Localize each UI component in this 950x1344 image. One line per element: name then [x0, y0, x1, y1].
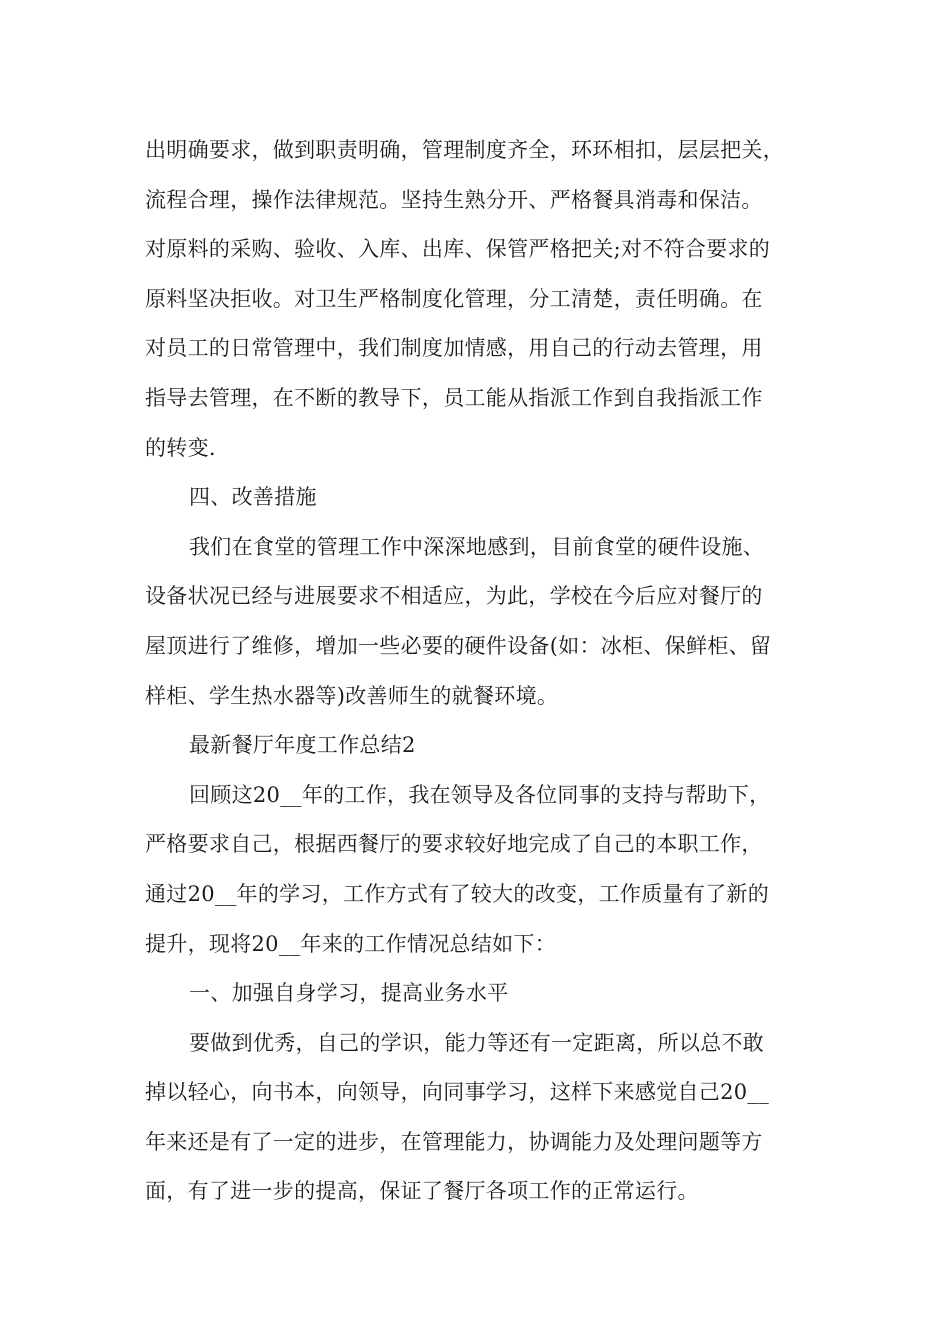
text-line: 屋顶进行了维修，增加一些必要的硬件设备(如：冰柜、保鲜柜、留 [145, 633, 772, 658]
text-line: 的转变. [145, 435, 216, 460]
paragraph-start-line: 回顾这20__年的工作，我在领导及各位同事的支持与帮助下， [189, 782, 771, 807]
text-line: 出明确要求，做到职责明确，管理制度齐全，环环相扣，层层把关， [145, 138, 784, 162]
text-line: 面，有了进一步的提高，保证了餐厅各项工作的正常运行。 [145, 1179, 699, 1204]
text-line: 对原料的采购、验收、入库、出库、保管严格把关;对不符合要求的 [145, 237, 771, 262]
text-line: 流程合理，操作法律规范。坚持生熟分开、严格餐具消毒和保洁。 [145, 187, 763, 212]
text-line: 年来还是有了一定的进步，在管理能力，协调能力及处理问题等方 [145, 1129, 763, 1154]
text-line: 指导去管理，在不断的教导下，员工能从指派工作到自我指派工作 [145, 385, 763, 410]
text-line: 对员工的日常管理中，我们制度加情感，用自己的行动去管理，用 [145, 336, 763, 361]
text-line: 掉以轻心，向书本，向领导，向同事学习，这样下来感觉自己20__ [145, 1080, 770, 1105]
paragraph-start-line: 最新餐厅年度工作总结2 [189, 733, 416, 758]
text-line: 严格要求自己，根据西餐厅的要求较好地完成了自己的本职工作， [145, 832, 763, 857]
paragraph-start-line: 一、加强自身学习，提高业务水平 [189, 981, 509, 1006]
text-line: 通过20__年的学习，工作方式有了较大的改变，工作质量有了新的 [145, 881, 770, 906]
paragraph-start-line: 四、改善措施 [189, 485, 317, 510]
paragraph-start-line: 我们在食堂的管理工作中深深地感到，目前食堂的硬件设施、 [189, 534, 765, 559]
text-line: 样柜、学生热水器等)改善师生的就餐环境。 [145, 683, 559, 708]
paragraph-start-line: 要做到优秀，自己的学识，能力等还有一定距离，所以总不敢 [189, 1030, 765, 1055]
text-line: 提升，现将20__年来的工作情况总结如下： [145, 931, 557, 956]
text-line: 设备状况已经与进展要求不相适应，为此，学校在今后应对餐厅的 [145, 584, 763, 609]
document-body [145, 126, 835, 1217]
text-line: 原料坚决拒收。对卫生严格制度化管理，分工清楚，责任明确。在 [145, 286, 763, 311]
